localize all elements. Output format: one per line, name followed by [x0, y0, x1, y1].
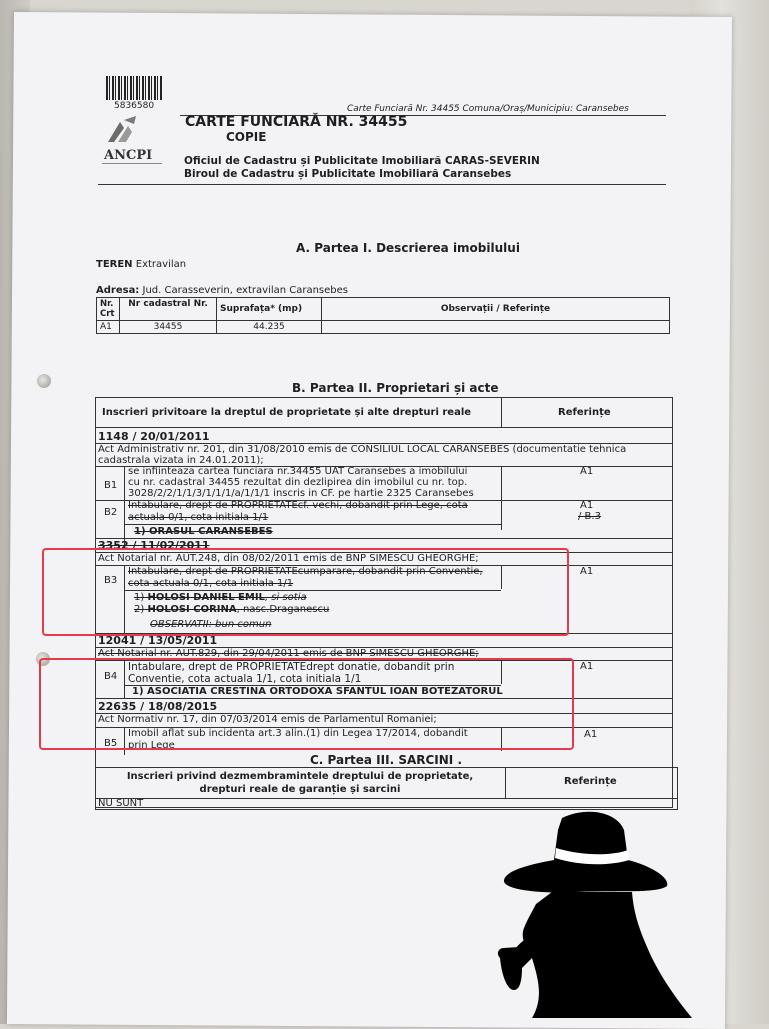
- teren-line: [96, 259, 186, 270]
- b4-ref: A1: [580, 661, 594, 672]
- part2-title: B. Partea II. Proprietari și acte: [292, 381, 499, 395]
- b3-owner-2-num: 2): [134, 604, 145, 615]
- part3-none: NU SUNT: [98, 798, 144, 809]
- col-nr-crt: Nr. Crt: [97, 298, 120, 321]
- b1-line-2: cu nr. cadastral 34455 rezultat din dezlipirea din imobilul cu nr. top.: [128, 477, 468, 488]
- code-divider: [124, 466, 125, 548]
- top-reference: Carte Funciară Nr. 34455 Comuna/Oraș/Municipiu: Caransebes: [347, 104, 629, 114]
- header-bottom-rule: [98, 184, 666, 185]
- entry-1-act-line-1: Act Administrativ nr. 201, din 31/08/2010 emis de CONSILIUL LOCAL CARANSEBES (documentatie tehnica: [98, 444, 627, 455]
- part2-col-left: Inscrieri privitoare la dreptul de proprietate și alte drepturi reale: [102, 407, 472, 418]
- b3-observation: OBSERVATII: bun comun: [150, 619, 272, 630]
- logo-text: ANCPI: [104, 148, 153, 163]
- barcode: [106, 76, 162, 100]
- part3-header-divider: [505, 767, 506, 798]
- highlight-box-b3: [42, 548, 569, 636]
- b3-owner-1-name: HOLOSI DANIEL EMIL: [147, 592, 265, 603]
- b4-owner: 1) ASOCIATIA CRESTINA ORTODOXA SFANTUL IOAN BOTEZATORUL: [132, 686, 503, 697]
- b2-line-1: Intabulare, drept de PROPRIETATEcf. vechi, dobandit prin Lege, cota: [128, 500, 468, 511]
- b3-owner-1-note: , si sotia: [264, 592, 307, 603]
- b1-line-1: se infiinteaza cartea funciara nr.34455 UAT Caransebes a imobilului: [128, 466, 468, 477]
- b5-ref: A1: [584, 729, 598, 740]
- b1-ref: A1: [580, 466, 594, 477]
- cell-observatii: [322, 321, 670, 334]
- b2-owner: 1) ORASUL CARANSEBES: [134, 526, 273, 537]
- part2-header-divider: [501, 397, 502, 427]
- cell-nr-cadastral: 34455: [120, 321, 217, 334]
- b3-owner-2-note: , nasc.Draganescu: [236, 604, 330, 615]
- document-title: CARTE FUNCIARĂ NR. 34455: [185, 114, 408, 130]
- b3-line-1: Intabulare, drept de PROPRIETATEcumparare, dobandit prin Conventie,: [128, 566, 483, 577]
- part3-title: C. Partea III. SARCINI .: [310, 753, 462, 767]
- b4-line-1: Intabulare, drept de PROPRIETATEdrept donatie, dobandit prin: [128, 661, 455, 673]
- b3-code: B3: [104, 575, 118, 586]
- b2-ref-2: / B.3: [578, 511, 601, 522]
- table-header-row: [97, 298, 670, 321]
- ref-divider: [501, 466, 502, 530]
- b5-line-2: prin Lege: [128, 740, 175, 751]
- entry-2-act: Act Notarial nr. AUT.248, din 08/02/2011 emis de BNP SIMESCU GHEORGHE;: [98, 553, 479, 564]
- address-line: [96, 285, 348, 296]
- b1-code: B1: [104, 480, 118, 491]
- b5-line-1: Imobil aflat sub incidenta art.3 alin.(1) din Legea 17/2014, dobandit: [128, 728, 468, 739]
- ancpi-logo-icon: [104, 112, 140, 148]
- b5-code: B5: [104, 738, 118, 749]
- b3-owner-1-num: 1): [134, 592, 145, 603]
- entry-1-head: 1148 / 20/01/2011: [98, 430, 210, 443]
- col-nr-cadastral: Nr cadastral Nr.: [120, 298, 217, 321]
- part1-table: [96, 297, 670, 334]
- copy-label: COPIE: [226, 130, 267, 144]
- part1-title: A. Partea I. Descrierea imobilului: [296, 241, 520, 255]
- cell-nr-crt: A1: [97, 321, 120, 334]
- address-label: Adresa:: [96, 285, 140, 296]
- entry-3-act: Act Notarial nr. AUT.829, din 29/04/2011 emis de BNP SIMESCU GHEORGHE;: [98, 648, 479, 659]
- b2-ref-1: A1: [580, 500, 594, 511]
- cell-suprafata: 44.235: [217, 321, 322, 334]
- highlight-box-b4: [39, 658, 574, 750]
- part3-col-left-1: Inscrieri privind dezmembramintele dreptului de proprietate,: [126, 771, 474, 782]
- rule: [124, 524, 501, 525]
- entry-2-head: 3352 / 11/02/2011: [98, 539, 210, 552]
- col-observatii: Observații / Referințe: [322, 298, 670, 321]
- office-line-2: Biroul de Cadastru și Publicitate Imobiliară Caransebes: [184, 168, 512, 180]
- entry-1-act-line-2: cadastrala vizata in 24.01.2011);: [98, 455, 264, 466]
- entry-4-act: Act Normativ nr. 17, din 07/03/2014 emis de Parlamentul Romaniei;: [98, 714, 437, 725]
- entry-3-head: 12041 / 13/05/2011: [98, 634, 218, 647]
- b3-ref: A1: [580, 566, 594, 577]
- part3-col-right: Referințe: [564, 776, 617, 787]
- col-suprafata: Suprafața* (mp): [217, 298, 322, 321]
- rule: [95, 427, 672, 428]
- punch-hole: [37, 374, 51, 388]
- teren-label: TEREN: [96, 259, 133, 270]
- entry-4-head: 22635 / 18/08/2015: [98, 700, 218, 713]
- b4-line-2: Conventie, cota actuala 1/1, cota initiala 1/1: [128, 673, 362, 685]
- b3-line-2: cota actuala 0/1, cota initiala 1/1: [128, 578, 294, 589]
- detective-silhouette-icon: [492, 808, 692, 1018]
- b4-code: B4: [104, 671, 118, 682]
- b1-line-3: 3028/2/2/1/1/3/1/1/1/a/1/1/1 inscris in CF. pe hartie 2325 Caransebes: [128, 488, 474, 499]
- b3-owner-2-name: HOLOSI CORINA: [147, 604, 237, 615]
- address-value: Jud. Carasseverin, extravilan Caransebes: [142, 285, 349, 296]
- logo-underline: [102, 163, 162, 176]
- b2-code: B2: [104, 507, 118, 518]
- office-line-1: Oficiul de Cadastru și Publicitate Imobiliară CARAS-SEVERIN: [184, 155, 540, 167]
- barcode-number: 5836580: [114, 101, 155, 111]
- b2-line-2: actuala 0/1, cota initiala 1/1: [128, 512, 269, 523]
- table-row: [97, 321, 670, 334]
- part2-col-right: Referințe: [558, 407, 611, 418]
- part3-col-left-2: drepturi reale de garanție și sarcini: [199, 784, 401, 795]
- teren-value: Extravilan: [135, 259, 187, 270]
